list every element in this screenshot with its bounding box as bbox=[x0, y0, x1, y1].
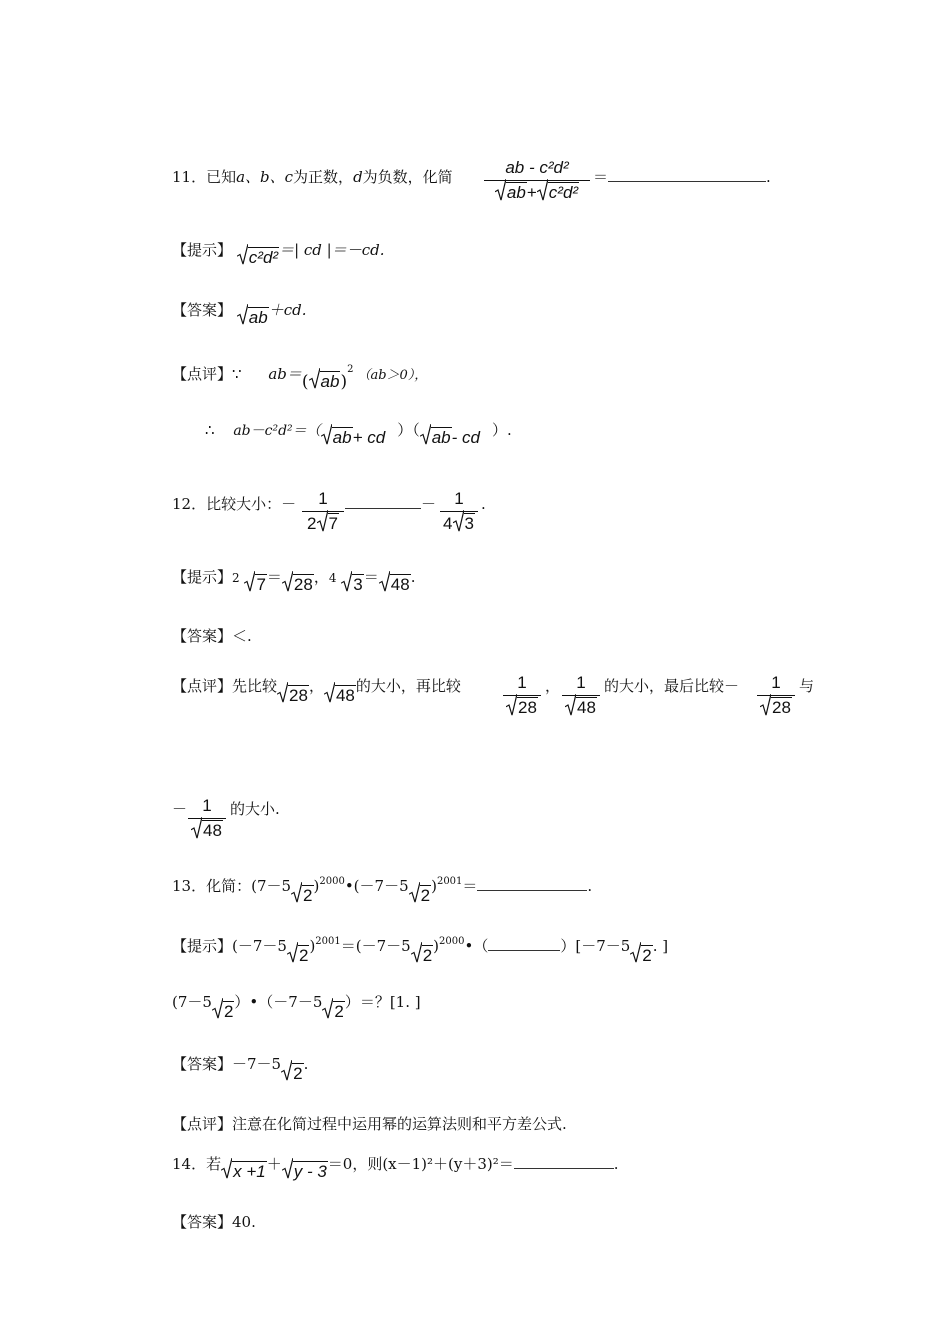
q13-answer: 【答案】－7－5 2. bbox=[172, 1055, 309, 1083]
q12-c-frac3-sqrt: 28 bbox=[760, 697, 792, 719]
q11-therefore: ∴ ab－c²d²＝（ ab+ cd ）（ ab- cd ）. bbox=[205, 421, 512, 447]
q12-comment-comma2: ， bbox=[545, 677, 561, 695]
q12-c-frac2-sqrt: 48 bbox=[565, 697, 597, 719]
q12-answer-blank bbox=[345, 494, 421, 509]
q11-hint-rest: ＝| cd |＝－cd. bbox=[279, 241, 385, 259]
q12-hint: 【提示】2 7＝ 28，4 3＝ 48. bbox=[172, 568, 416, 594]
q11-stem-3: 为负数，化简 bbox=[362, 168, 453, 186]
q13-hint-label: 【提示】 bbox=[172, 937, 233, 955]
q14-answer-blank bbox=[514, 1154, 614, 1169]
q11-answer bbox=[172, 300, 307, 328]
q13-stem: 13．化简：(7－5 2)$^{2000}$•(－7－5 2)$^{2001}$＝ . bbox=[172, 876, 593, 905]
q12-comment-minus: － bbox=[172, 800, 188, 818]
q11-vars: a、b、c bbox=[236, 168, 294, 186]
q13-hint-line2: (7－5 2）•（－7－5 2）＝？[1. ] bbox=[172, 993, 421, 1021]
q13-hint-sqrt-1: 2 bbox=[287, 945, 309, 966]
q12-fraction-2: 1 4 3 bbox=[440, 488, 478, 535]
q14-sqrt-1: x +1 bbox=[221, 1161, 267, 1182]
q13-comment-label: 【点评】 bbox=[172, 1115, 233, 1133]
q12-fraction-1: 1 2 7 bbox=[302, 488, 344, 535]
therefore-symbol: ∴ bbox=[205, 421, 215, 439]
q13-sqrt-2: 2 bbox=[409, 885, 431, 906]
q11-den-sqrt-b: c²d² bbox=[537, 182, 579, 204]
q14-answer: 【答案】40. bbox=[172, 1213, 256, 1231]
q13-answer-label: 【答案】 bbox=[172, 1055, 233, 1073]
q12-stem: 12．比较大小：－ bbox=[172, 495, 297, 513]
q11-comment: 【点评】∵ ab＝( ab)$^2$ （ab＞0）， bbox=[172, 364, 428, 392]
q12-answer: 【答案】＜. bbox=[172, 627, 252, 645]
q11-frac-den: ab+ c²d² bbox=[484, 182, 590, 204]
q12-comment-frac-4: 1 48 bbox=[188, 795, 226, 842]
q11-answer-sqrt: ab bbox=[237, 307, 269, 328]
q11-therefore-sqrt-2: ab bbox=[420, 427, 452, 448]
q11-comment-label: 【点评】 bbox=[172, 365, 233, 383]
q13-hint-sqrt-2: 2 bbox=[411, 945, 433, 966]
q13-l2-sqrt-2: 2 bbox=[322, 1001, 344, 1022]
q12-hint-sqrt3: 3 bbox=[341, 574, 363, 595]
q12-frac1-sqrt: 7 bbox=[317, 513, 339, 535]
q13-sqrt-1: 2 bbox=[291, 885, 313, 906]
q12-blank-line: － bbox=[345, 494, 436, 514]
q12-comment: 【点评】先比较 28， 48的大小，再比较 bbox=[172, 677, 461, 705]
q12-comment-label: 【点评】 bbox=[172, 677, 233, 695]
q11-therefore-sqrt-1: ab bbox=[321, 427, 353, 448]
q12-c-frac1-sqrt: 28 bbox=[506, 697, 538, 719]
q11-frac-num: ab - c²d² bbox=[505, 158, 569, 177]
q12-hint-sqrt48: 48 bbox=[379, 574, 411, 595]
q13-l2-sqrt-1: 2 bbox=[212, 1001, 234, 1022]
q12-hint-sqrt7: 7 bbox=[244, 574, 266, 595]
q13-answer-sqrt: 2 bbox=[281, 1063, 303, 1084]
q14-stem: 14．若 x +1＋ y - 3＝0，则(x－1)²＋(y＋3)²＝ . bbox=[172, 1155, 619, 1181]
q11-stem bbox=[172, 167, 453, 187]
q11-den-sqrt-a: ab bbox=[495, 182, 527, 204]
q12-comment-frac-2: 1 48 bbox=[562, 672, 600, 719]
q11-comment-sqrt: ab bbox=[309, 371, 341, 392]
q11-hint bbox=[172, 240, 385, 268]
q12-hint-sqrt28: 28 bbox=[282, 574, 314, 595]
q12-comment-sqrt48: 48 bbox=[324, 685, 356, 706]
q13-hint-blank bbox=[488, 936, 560, 951]
q12-comment-frac-1: 1 28 bbox=[503, 672, 541, 719]
q13-hint-sqrt-3: 2 bbox=[630, 945, 652, 966]
q13-comment: 【点评】注意在化简过程中运用幂的运算法则和平方差公式. bbox=[172, 1115, 567, 1133]
q12-comment-c4: 与 bbox=[799, 677, 815, 695]
q11-answer-label: 【答案】 bbox=[172, 301, 233, 319]
q12-comment-c6: 的大小. bbox=[230, 800, 280, 818]
q12-hint-label: 【提示】 bbox=[172, 568, 233, 586]
q11-number: 11．已知 bbox=[172, 168, 237, 186]
because-symbol: ∵ bbox=[232, 365, 242, 383]
q12-comment-sqrt28: 28 bbox=[277, 685, 309, 706]
q11-hint-sqrt: c²d² bbox=[237, 247, 279, 268]
q12-comment-frac-3: 1 28 bbox=[757, 672, 795, 719]
q14-answer-label: 【答案】 bbox=[172, 1213, 233, 1231]
q13-hint: 【提示】(－7－5 2)$^{2001}$＝(－7－5 2)$^{2000}$•（ ）[－7－5 2. ] bbox=[172, 936, 669, 965]
q13-answer-blank bbox=[477, 876, 587, 891]
q12-comment-c3: 的大小，最后比较－ bbox=[604, 677, 740, 695]
q11-var-d: d bbox=[353, 168, 363, 186]
q11-equals: ＝ . bbox=[593, 168, 771, 186]
q11-stem-2: 为正数， bbox=[293, 168, 354, 186]
q11-answer-rest: ＋cd. bbox=[268, 301, 307, 319]
q12-frac2-sqrt: 3 bbox=[453, 513, 475, 535]
q11-answer-blank bbox=[608, 167, 766, 182]
q11-fraction bbox=[484, 157, 590, 204]
q14-sqrt-2: y - 3 bbox=[282, 1161, 328, 1182]
q12-c-frac4-sqrt: 48 bbox=[191, 820, 223, 842]
q12-stem-end: . bbox=[481, 495, 486, 513]
q11-hint-label: 【提示】 bbox=[172, 241, 233, 259]
q12-answer-label: 【答案】 bbox=[172, 627, 233, 645]
